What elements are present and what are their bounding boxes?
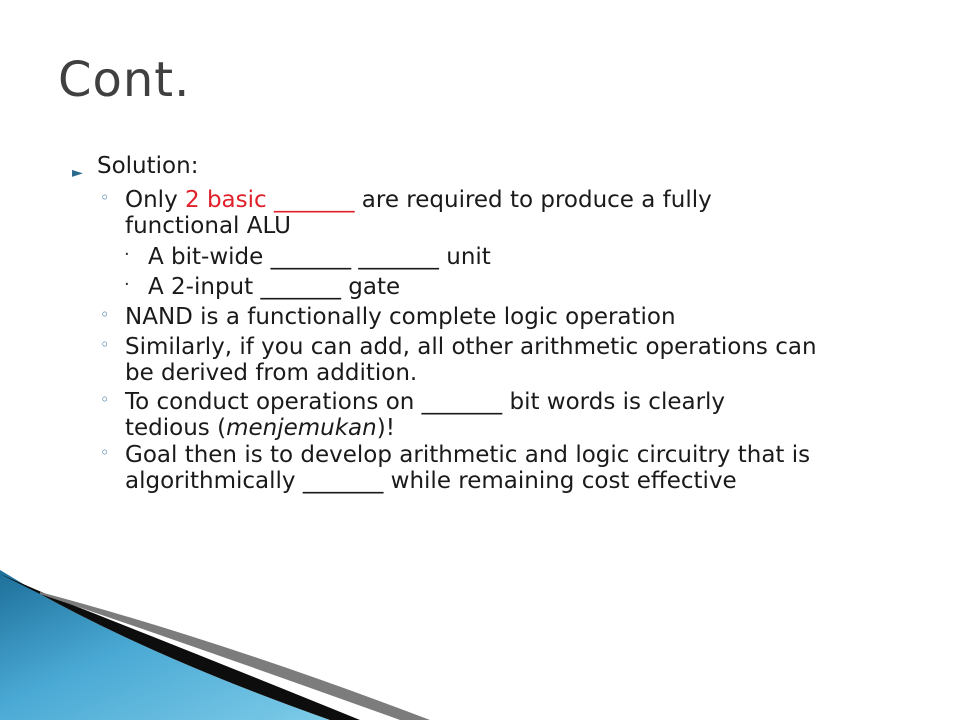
dot-bullet-icon: · (124, 274, 130, 295)
bullet-goal (125, 442, 915, 494)
text-segment: functional ALU (125, 213, 291, 239)
text-segment: Similarly, if you can add, all other arithmetic operations can (125, 334, 817, 360)
circle-bullet-icon: ◦ (100, 335, 110, 354)
text-segment: be derived from addition. (125, 360, 418, 386)
decorative-wave-band (0, 570, 960, 720)
circle-bullet-icon: ◦ (100, 390, 110, 409)
text-segment: To conduct operations on _______ bit words is clearly (125, 389, 726, 415)
bullet-bit-wide: A bit-wide _______ _______ unit (148, 244, 491, 270)
bullet-similarly (125, 334, 915, 386)
text-segment: )! (376, 415, 395, 441)
bullet-conduct (125, 389, 915, 441)
text-segment: Only (125, 187, 185, 213)
arrow-bullet-icon: ► (72, 165, 83, 181)
circle-bullet-icon: ◦ (100, 188, 110, 207)
bullet-only-basic (125, 187, 915, 239)
text-segment: algorithmically _______ while remaining cost effective (125, 468, 737, 494)
bullet-nand: NAND is a functionally complete logic operation (125, 304, 676, 330)
circle-bullet-icon: ◦ (100, 305, 110, 324)
slide-title: Cont. (58, 52, 191, 108)
text-segment: tedious ( (125, 415, 227, 441)
circle-bullet-icon: ◦ (100, 443, 110, 462)
bullet-2-input: A 2-input _______ gate (148, 274, 401, 300)
highlighted-text: 2 basic _______ (185, 187, 355, 213)
dot-bullet-icon: · (124, 244, 130, 265)
bullet-solution: Solution: (97, 153, 199, 179)
text-segment: are required to produce a fully (354, 187, 712, 213)
italic-text: menjemukan (226, 415, 377, 441)
text-segment: Goal then is to develop arithmetic and logic circuitry that is (125, 442, 811, 468)
